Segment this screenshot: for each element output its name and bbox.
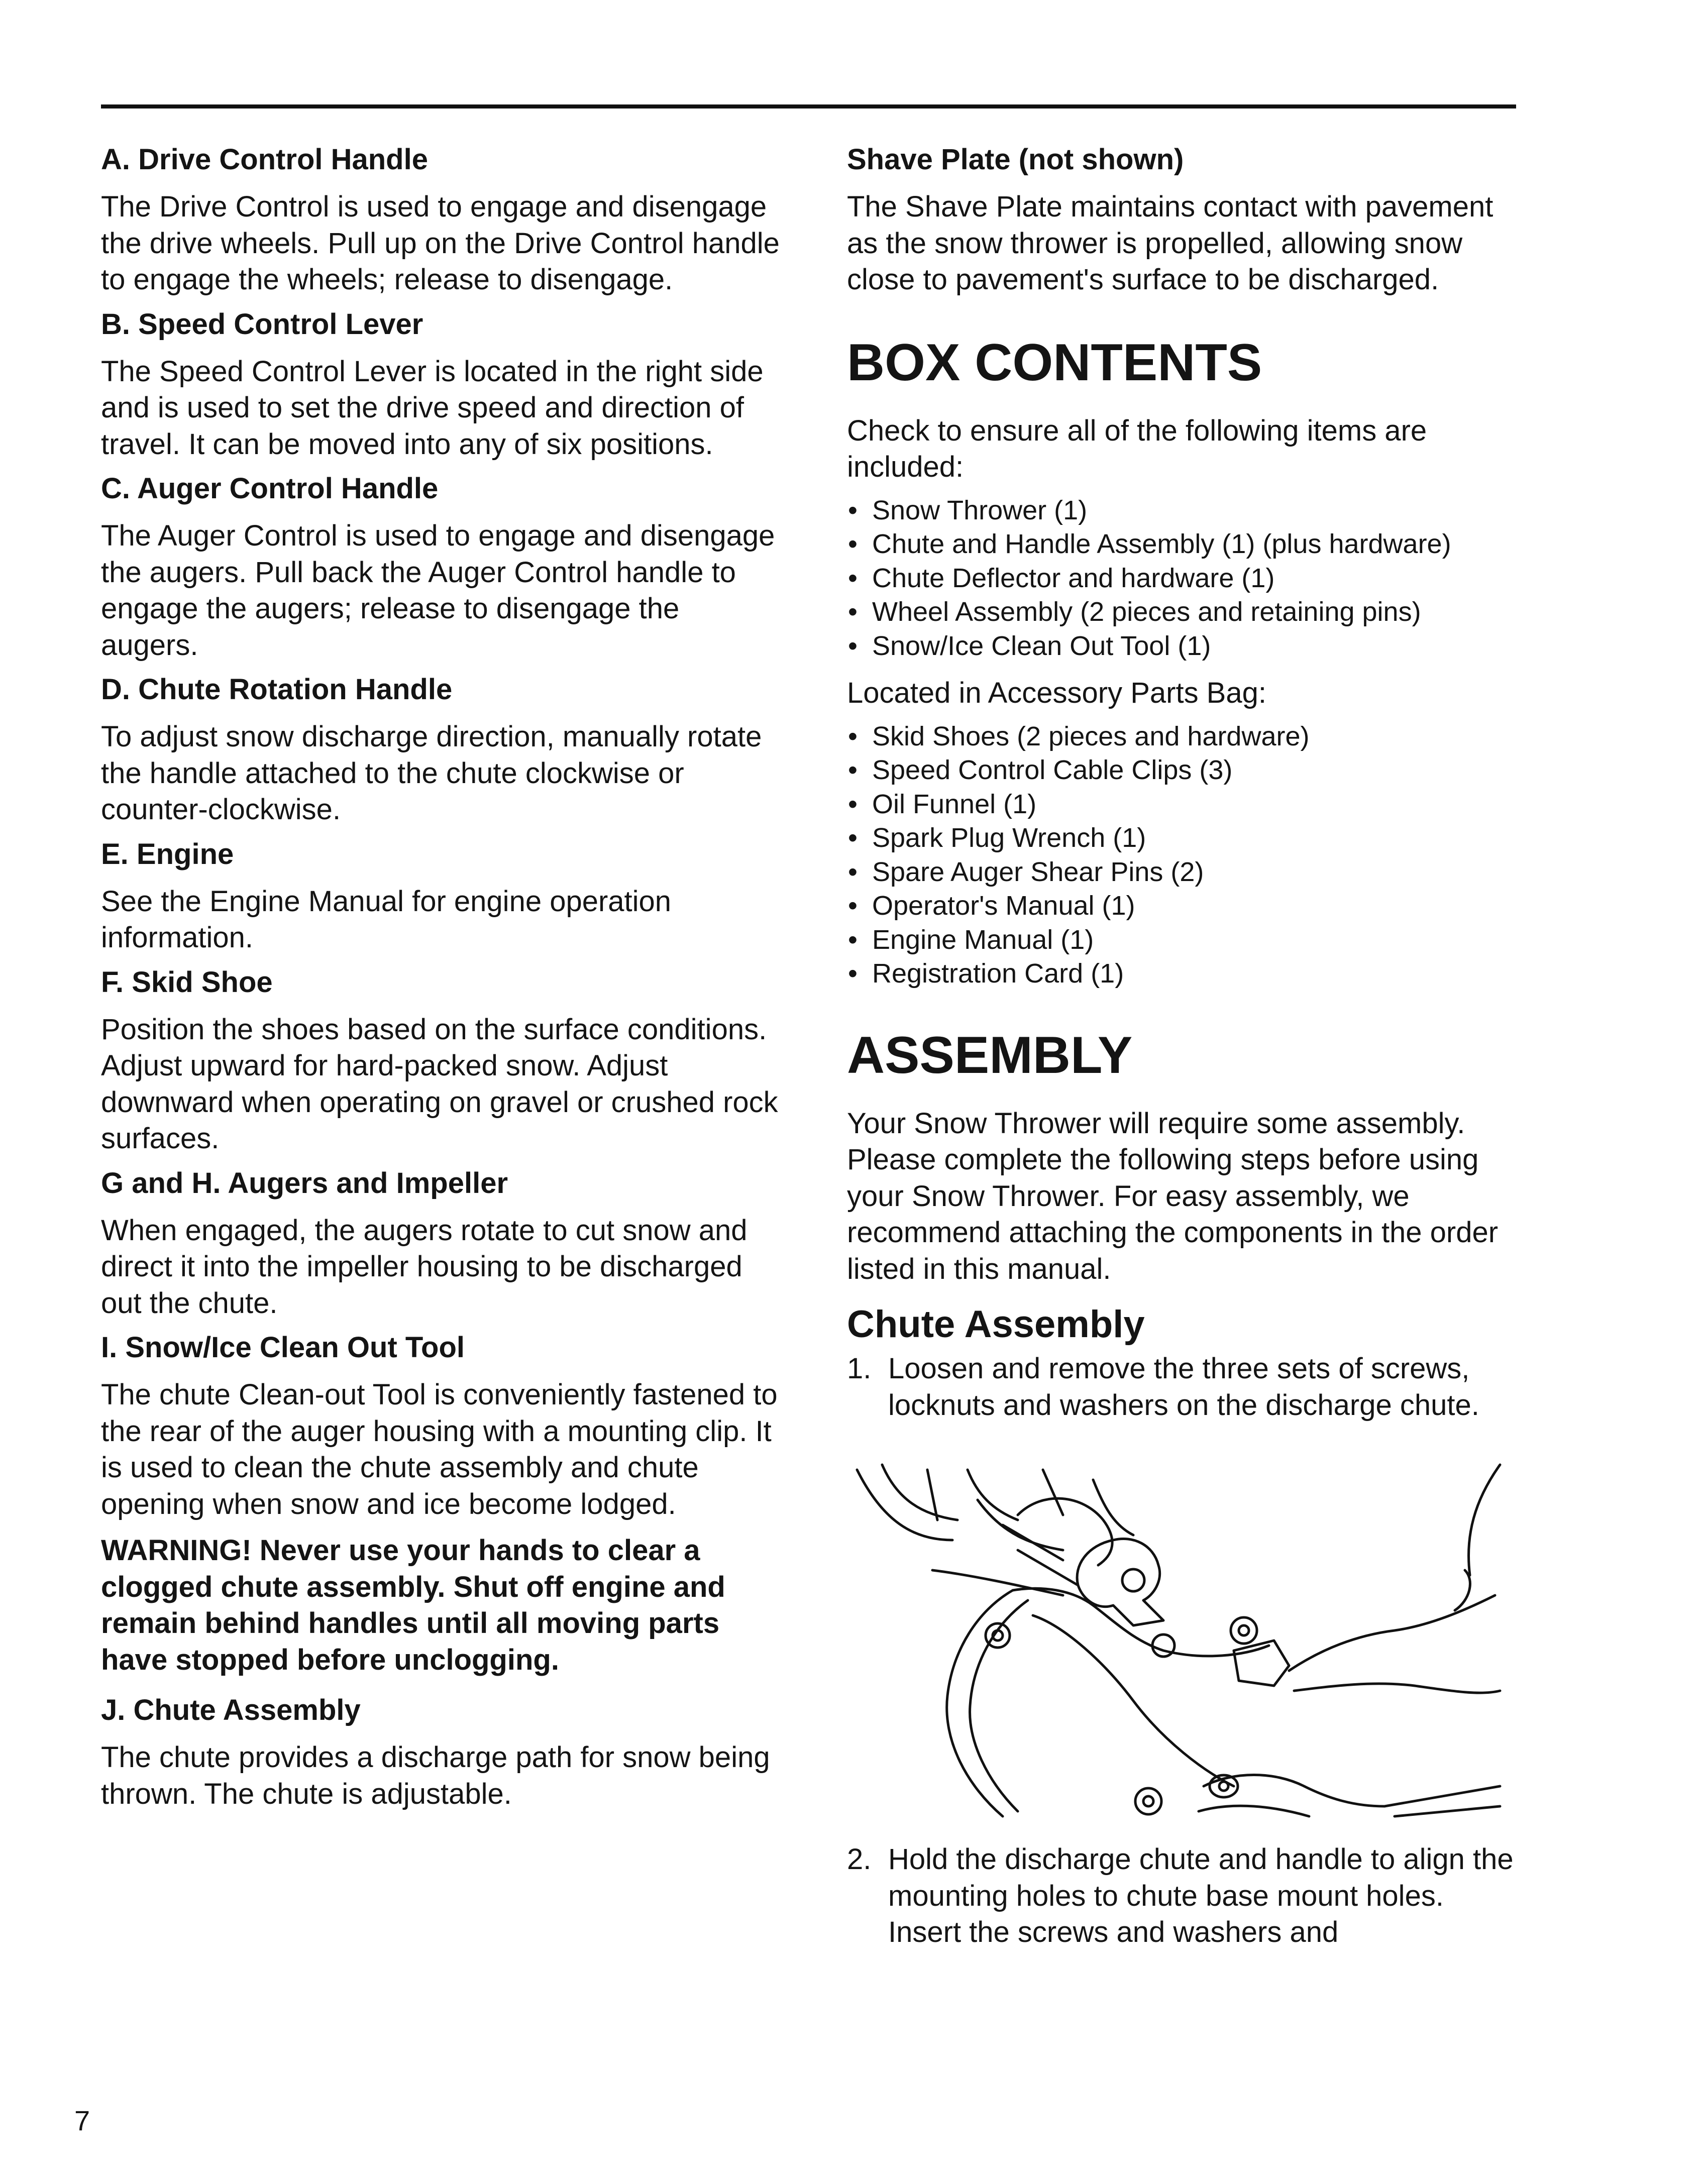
list-item-text: Spark Plug Wrench (1) [872,823,1146,853]
section-body: The Auger Control is used to engage and disengage the augers. Pull back the Auger Control handle to engage the augers; release to disengage the augers. [101,519,775,662]
control-descriptions [101,142,784,1522]
section-body: To adjust snow discharge direction, manually rotate the handle attached to the chute clockwise or counter-clockwise. [101,720,762,826]
list-item-text: Wheel Assembly (2 pieces and retaining pins) [872,597,1421,627]
section-title: F. Skid Shoe [101,965,273,999]
bullet-icon: • [848,891,858,921]
assembly-step [847,1841,1520,1951]
section-body: See the Engine Manual for engine operation information. [101,885,672,954]
section-title-shave-plate: Shave Plate (not shown) [847,143,1184,176]
left-column [101,142,784,1820]
step-text: Loosen and remove the three sets of screws, locknuts and washers on the discharge chute. [888,1352,1479,1422]
list-item-text: Oil Funnel (1) [872,789,1037,819]
bullet-icon: • [848,597,858,627]
list-item [847,788,1520,822]
section-title: A. Drive Control Handle [101,143,428,176]
header-rule [101,104,1516,108]
bullet-icon: • [848,755,858,785]
section-title: G and H. Augers and Impeller [101,1166,508,1200]
box-contents-list [847,494,1520,664]
list-item-text: Skid Shoes (2 pieces and hardware) [872,721,1310,751]
list-item [847,753,1520,788]
list-item-text: Snow/Ice Clean Out Tool (1) [872,630,1211,661]
list-item [847,720,1520,754]
bullet-icon: • [848,630,858,661]
bullet-icon: • [848,495,858,525]
section-title-chute-assembly: J. Chute Assembly [101,1694,361,1726]
list-item [847,629,1520,664]
section-title: D. Chute Rotation Handle [101,673,453,706]
list-item [847,957,1520,991]
bullet-icon: • [848,789,858,819]
list-item [847,821,1520,855]
section-title: I. Snow/Ice Clean Out Tool [101,1331,465,1364]
list-item-text: Snow Thrower (1) [872,495,1088,525]
list-item-text: Operator's Manual (1) [872,891,1135,921]
section-title: E. Engine [101,837,234,870]
list-item-text: Registration Card (1) [872,958,1124,989]
list-item [847,562,1520,596]
section-body-chute-assembly: The chute provides a discharge path for snow being thrown. The chute is adjustable. [101,1741,770,1810]
right-column [847,142,1520,1951]
bullet-icon: • [848,721,858,751]
section-body: The Speed Control Lever is located in the right side and is used to set the drive speed and direction of travel. It can be moved into any of six positions. [101,355,764,461]
chute-wrench-illustration [852,1460,1505,1821]
bullet-icon: • [848,823,858,853]
page-number: 7 [74,2105,90,2136]
accessory-bag-intro: Located in Accessory Parts Bag: [847,677,1266,709]
bullet-icon: • [848,529,858,559]
step-number: 2. [847,1843,872,1876]
list-item [847,527,1520,562]
assembly-heading: ASSEMBLY [847,1026,1133,1084]
section-title: B. Speed Control Lever [101,307,423,341]
chute-assembly-subheading: Chute Assembly [847,1303,1145,1346]
section-body: When engaged, the augers rotate to cut snow and direct it into the impeller housing to be discharged out the chute. [101,1214,748,1320]
box-contents-intro: Check to ensure all of the following items are included: [847,414,1427,483]
step-number: 1. [847,1352,872,1385]
list-item-text: Chute Deflector and hardware (1) [872,563,1275,593]
box-contents-heading: BOX CONTENTS [847,333,1262,392]
section-body-shave-plate: The Shave Plate maintains contact with pavement as the snow thrower is propelled, allowing snow close to pavement's surface to be discharged. [847,190,1493,296]
bullet-icon: • [848,924,858,955]
list-item-text: Spare Auger Shear Pins (2) [872,856,1204,887]
assembly-steps [847,1351,1520,1424]
section-body: Position the shoes based on the surface conditions. Adjust upward for hard-packed snow. Adjust downward when operating on gravel or crushed rock surfaces. [101,1013,778,1155]
list-item-text: Chute and Handle Assembly (1) (plus hardware) [872,529,1451,559]
list-item-text: Engine Manual (1) [872,924,1094,955]
accessory-parts-list [847,720,1520,991]
list-item-text: Speed Control Cable Clips (3) [872,755,1233,785]
assembly-steps-continued [847,1841,1520,1951]
section-body: The Drive Control is used to engage and disengage the drive wheels. Pull up on the Drive Control handle to engage the wheels; release to disengage. [101,190,780,296]
bullet-icon: • [848,856,858,887]
list-item [847,494,1520,528]
warning-text: WARNING! Never use your hands to clear a clogged chute assembly. Shut off engine and remain behind handles until all moving parts have stopped before unclogging. [101,1534,725,1676]
assembly-step [847,1351,1520,1424]
list-item [847,595,1520,629]
bullet-icon: • [848,563,858,593]
section-body: The chute Clean-out Tool is conveniently fastened to the rear of the auger housing with a mounting clip. It is used to clean the chute assembly and chute opening when snow and ice become lodged. [101,1378,778,1520]
bullet-icon: • [848,958,858,989]
assembly-intro: Your Snow Thrower will require some assembly. Please complete the following steps before using your Snow Thrower. For easy assembly, we recommend attaching the components in the order listed in this manual. [847,1107,1499,1285]
list-item [847,855,1520,890]
list-item [847,923,1520,957]
section-title: C. Auger Control Handle [101,472,439,505]
list-item [847,889,1520,923]
step-text: Hold the discharge chute and handle to align the mounting holes to chute base mount holes. Insert the screws and washers and [888,1843,1514,1948]
